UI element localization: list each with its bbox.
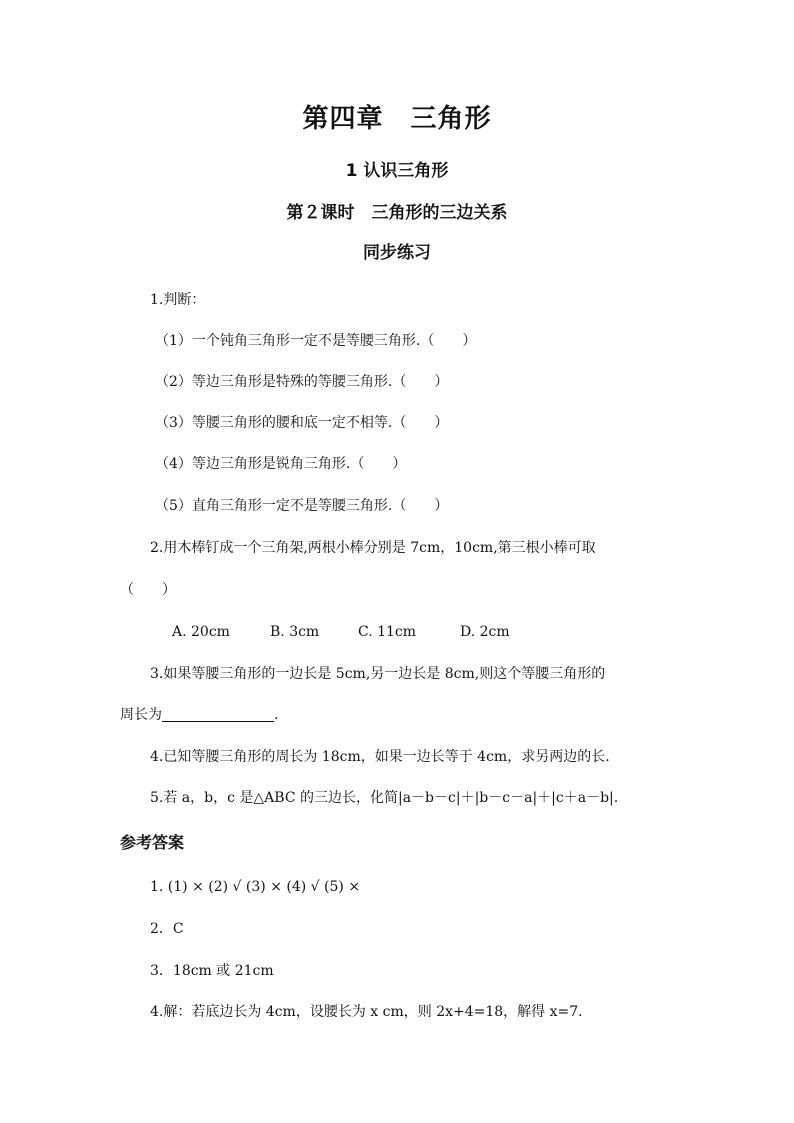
q1-item: （1）一个钝角三角形一定不是等腰三角形.（ ） [155, 333, 477, 349]
q1-item: （5）直角三角形一定不是等腰三角形.（ ） [155, 498, 449, 514]
q3-tail-text: 周长为 [120, 707, 162, 723]
answers-title: 参考答案 [120, 833, 185, 852]
q3-stem: 3.如果等腰三角形的一边长是 5cm,另一边长是 8cm,则这个等腰三角形的 [150, 666, 606, 682]
exercise-title: 同步练习 [363, 243, 431, 263]
q2-stem: 2.用木棒钉成一个三角架,两根小棒分别是 7cm，10cm,第三根小棒可取 [150, 540, 596, 556]
answer-2: 2．C [150, 921, 184, 937]
q2-paren: （ ） [120, 582, 176, 598]
q1-item: （3）等腰三角形的腰和底一定不相等.（ ） [155, 415, 449, 431]
answer-4: 4.解：若底边长为 4cm，设腰长为 x cm，则 2x+4=18，解得 x=7. [150, 1004, 583, 1020]
q5-stem: 5.若 a，b，c 是△ABC 的三边长，化简|a－b－c|＋|b－c－a|＋|c＋a－b|. [150, 790, 619, 806]
q1-stem: 1.判断： [150, 292, 206, 308]
q2-option-c: C. 11cm [358, 624, 417, 640]
answer-1: 1. (1) × (2) √ (3) × (4) √ (5) × [150, 879, 361, 895]
answer-blank[interactable] [162, 707, 274, 722]
section-title: 1 认识三角形 [345, 161, 449, 181]
q2-option-d: D. 2cm [460, 624, 510, 640]
q2-option-b: B. 3cm [270, 624, 320, 640]
q3-tail [120, 705, 278, 725]
chapter-title: 第四章 三角形 [302, 104, 492, 134]
q1-item: （2）等边三角形是特殊的等腰三角形.（ ） [155, 374, 449, 390]
answer-3: 3．18cm 或 21cm [150, 963, 274, 979]
q4-stem: 4.已知等腰三角形的周长为 18cm，如果一边长等于 4cm，求另两边的长. [150, 749, 610, 765]
q1-item: （4）等边三角形是锐角三角形.（ ） [155, 456, 407, 472]
q3-tail-period: . [274, 707, 279, 723]
q2-option-a: A. 20cm [172, 624, 230, 640]
lesson-title: 第２课时 三角形的三边关系 [286, 203, 508, 223]
